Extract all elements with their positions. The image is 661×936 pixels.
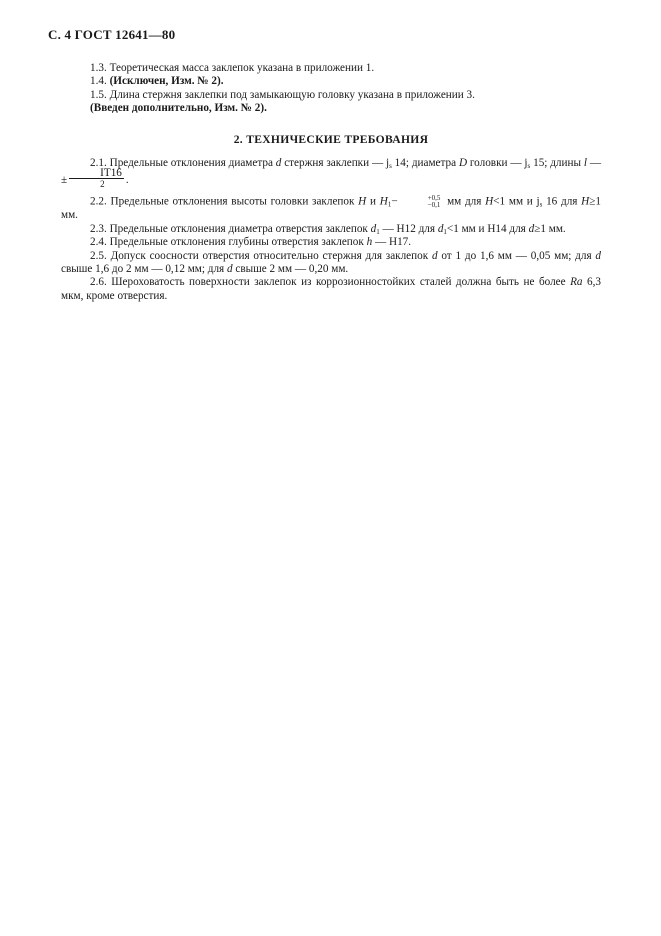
paragraph-2-4: 2.4. Предельные отклонения глубины отверстия заклепок h — H17. [90,236,412,249]
excluded-note: (Исключен, Изм. № 2). [109,75,224,88]
paragraph-2-5: 2.5. Допуск соосности отверстия относительно стержня для заклепок d от 1 до 1,6 мм — 0,05 мм; для d свыше 1,6 до 2 мм — 0,12 мм; для d свыше 2 мм — 0,20 мм. [61,249,601,276]
page-header: С. 4 ГОСТ 12641—80 [48,27,176,42]
paragraph-2-6: 2.6. Шероховатость поверхности заклепок из коррозионностойких сталей должна быть не более Ra 6,3 мкм, кроме отверстия. [61,276,602,302]
paragraph-1-5-note: (Введен дополнительно, Изм. № 2). [90,102,267,115]
paragraph-2-3: 2.3. Предельные отклонения диаметра отверстия заклепок $d_1$ — H12 для $d_1<1$ мм и H14 для d≥1 мм. [90,222,566,236]
document-body [61,62,601,303]
paragraph-1-4: 1.4. (Исключен, Изм. № 2). [90,75,224,88]
fraction-it16-over-2: $\frac{IT16}{2}$ [69,168,124,189]
paragraph-2-2: 2.2. Предельные отклонения высоты головки заклепок H и $H_1-$ +0,5 −0,1 мм для H<1 мм и $j_s$ 16 для H≥1 мм. [61,194,601,222]
tolerance-values: +0,5 −0,1 [427,194,441,210]
paragraph-1-5: 1.5. Длина стержня заклепки под замыкающую головку указана в приложении 3. [90,88,475,101]
section-2-title: 2. ТЕХНИЧЕСКИЕ ТРЕБОВАНИЯ [233,132,429,146]
paragraph-2-1: 2.1. Предельные отклонения диаметра d стержня заклепки — $j_s$ 14; диаметра D головки — $j_s$ 15; длины l — ± $\frac{IT16}{2}$ . [61,157,602,190]
paragraph-1-3: 1.3. Теоретическая масса заклепок указана в приложении 1. [90,62,375,74]
